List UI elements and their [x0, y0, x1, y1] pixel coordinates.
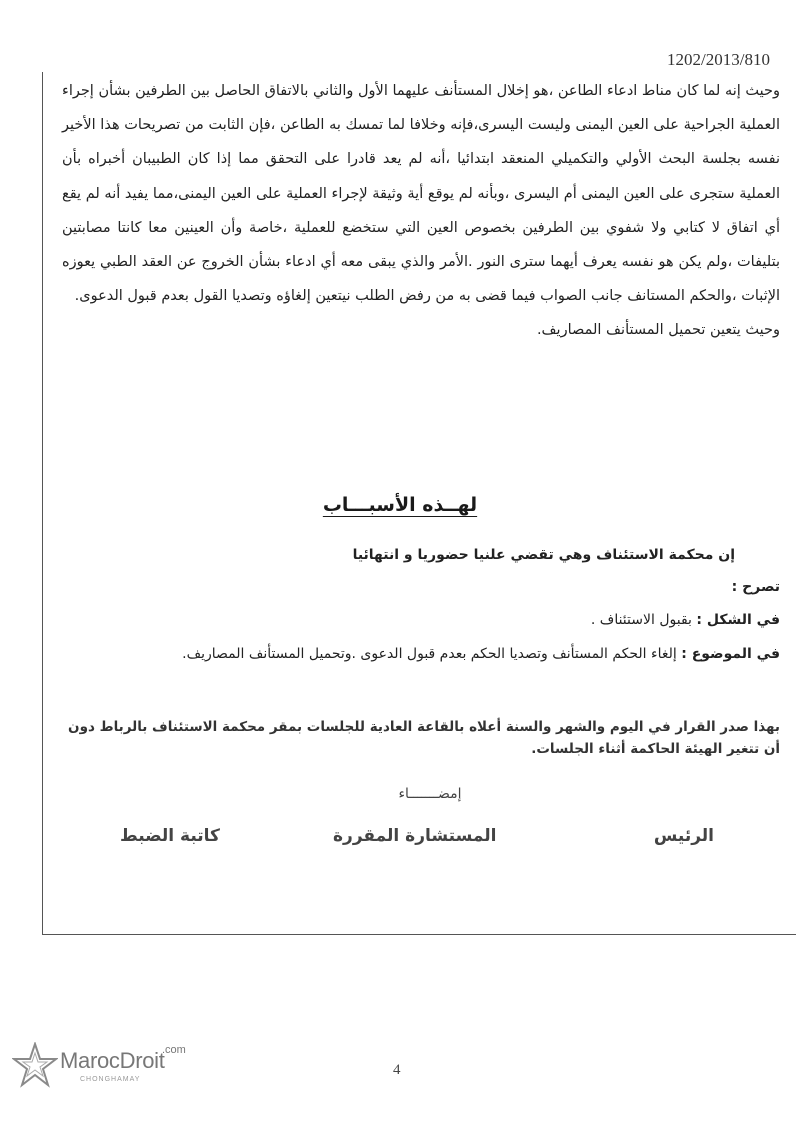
case-number: 1202/2013/810 — [667, 50, 770, 69]
signature-clerk: كاتبة الضبط — [120, 826, 220, 846]
body-paragraph: وحيث إنه لما كان مناط ادعاء الطاعن ،هو إخلال المستأنف عليهما الأول والثاني بالاتفاق الحاصل بين الطرفين بشأن إجراء العملية الجراحية على العين اليمنى وليست اليسرى،فإنه وخلافا لما تمسك به الطاعن ،فإن الثابت من تصريحات هذا الأخير نفسه بجلسة البحث الأولي والتكميلي المنعقد ابتدائيا ،أنه لم يعد قادرا على التحقق مما إذا كان الطبيبان أخبراه بأن العملية ستجرى على العين اليمنى أم اليسرى ،وبأنه لم يوقع أية وثيقة لإجراء العملية على العين اليمنى،مما يفيد أنه لم يقع أي اتفاق لا كتابي ولا شفوي بين الطرفين بخصوص العين التي ستخضع للعملية ،خاصة وأن العينين معا كانتا مصابتين بتليفات ،ولم يكن هو نفسه يعرف أيهما سترى النور .الأمر والذي يبقى معه أي ادعاء بشأن الخروج عن العقد الطبي يعوزه الإثبات ،والحكم المستانف جانب الصواب فيما قضى به من رفض الطلب نيتعين إلغاؤه وتصديا القول بعدم قبول الدعوى. — [62, 83, 780, 305]
watermark-suffix: .com — [162, 1044, 186, 1056]
watermark-name: MarocDroit — [60, 1048, 165, 1073]
watermark-logo — [12, 1038, 222, 1108]
body-text — [62, 74, 780, 348]
signature-rapporteur: المستشارة المقررة — [333, 826, 497, 846]
form-text: بقبول الاستئناف . — [590, 612, 692, 628]
substance-text: إلغاء الحكم المستأنف وتصديا الحكم بعدم قبول الدعوى .وتحميل المستأنف المصاريف. — [182, 646, 677, 662]
signature-president: الرئيس — [653, 826, 714, 846]
star-logo-icon — [12, 1042, 58, 1088]
body-paragraph: وحيث يتعين تحميل المستأنف المصاريف. — [536, 322, 780, 339]
page-number: 4 — [393, 1062, 401, 1078]
signatures-label: إمضـــــــاء — [398, 786, 462, 802]
ruling-declares: تصرح : — [731, 579, 780, 595]
section-heading: لهــذه الأسبـــاب — [322, 494, 478, 516]
ruling-form — [62, 612, 780, 628]
closing-statement: بهذا صدر القرار في اليوم والشهر والسنة أعلاه بالقاعة العادية للجلسات بمقر محكمة الاستئناف بالرباط دون أن تتغير الهيئة الحاكمة أثناء الجلسات. — [68, 719, 780, 757]
ruling-intro: إن محكمة الاستئناف وهي تقضي علنيا حضوريا و انتهائيا — [352, 547, 735, 563]
substance-label: في الموضوع : — [681, 646, 780, 662]
watermark-subtitle: CHONGHAMAY — [80, 1076, 141, 1083]
form-label: في الشكل : — [696, 612, 780, 628]
ruling-substance — [62, 646, 780, 662]
